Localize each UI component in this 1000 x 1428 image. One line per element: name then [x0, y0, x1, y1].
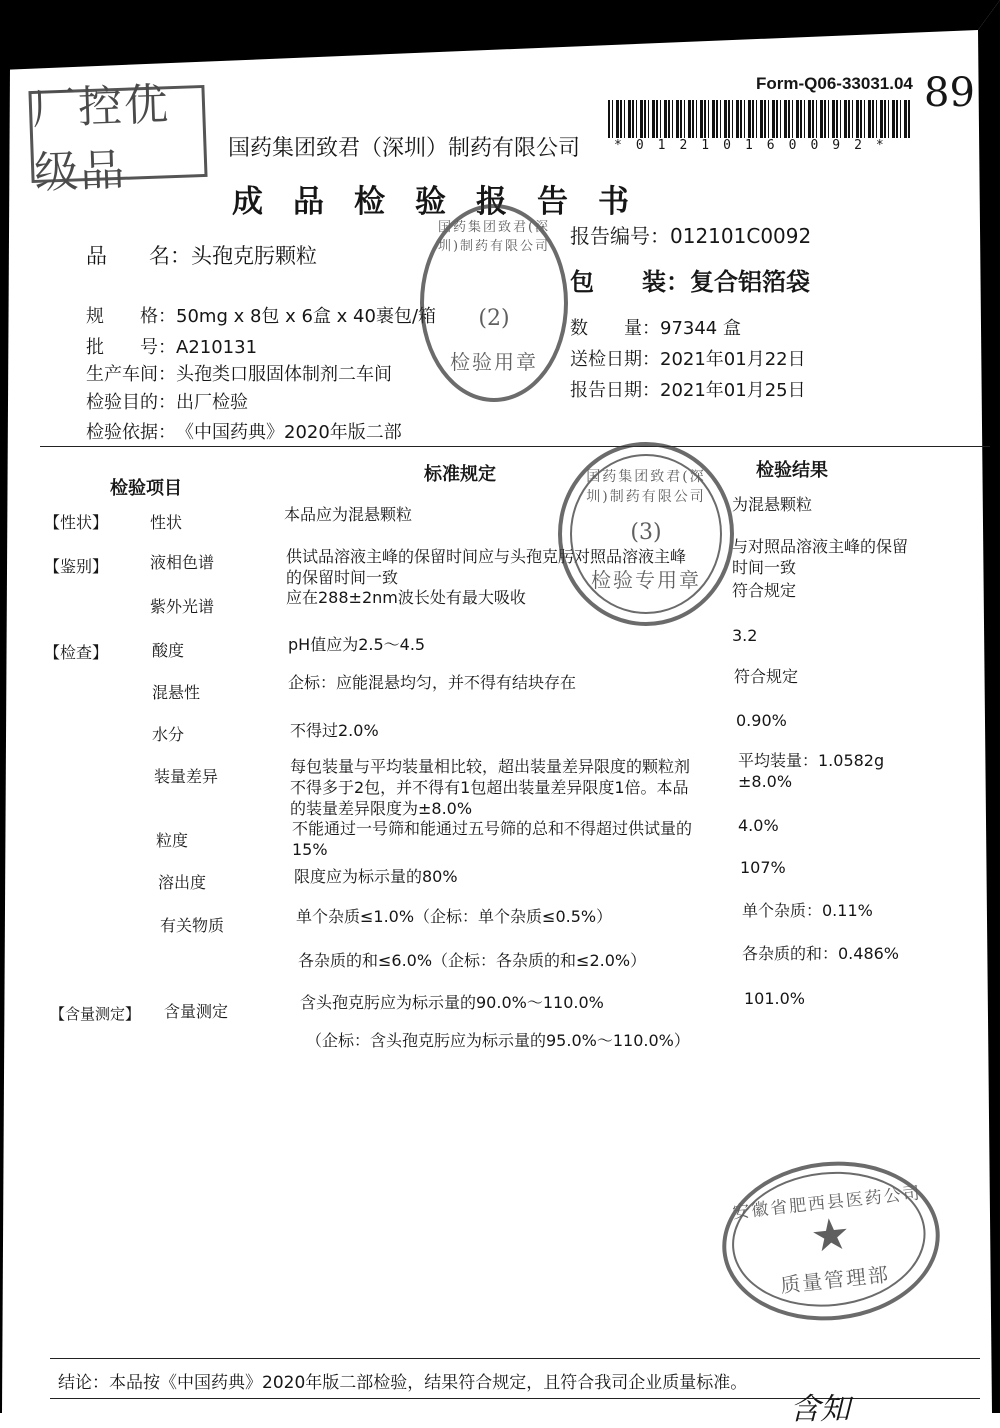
row-result: 平均装量：1.0582g ±8.0%: [738, 751, 885, 791]
factory-grade-stamp: 厂控优级品: [28, 85, 207, 183]
row-item: 液相色谱: [150, 553, 215, 572]
info-report-no: 报告编号：012101C0092: [570, 224, 812, 248]
row-standard: 各杂质的和≤6.0%（企标：各杂质的和≤2.0%）: [298, 951, 647, 970]
scan-edge-top: [0, 0, 1000, 70]
row-category: 【检查】: [44, 643, 109, 662]
scan-edge-right: [978, 0, 1000, 1413]
row-category: 【性状】: [44, 513, 109, 532]
row-standard: 含头孢克肟应为标示量的90.0%～110.0%: [300, 993, 604, 1012]
divider-header: [40, 446, 990, 447]
row-item: 混悬性: [152, 683, 201, 702]
row-standard: 每包装量与平均装量相比较，超出装量差异限度的颗粒剂不得多于2包，并不得有1包超出装量差异限度1倍。本品的装量差异限度为±8.0%: [290, 757, 691, 818]
row-item: 有关物质: [160, 916, 225, 935]
divider-footer: [50, 1358, 980, 1359]
row-standard: 不能通过一号筛和能通过五号筛的总和不得超过供试量的15%: [292, 819, 693, 859]
row-result: 为混悬颗粒: [732, 495, 813, 514]
row-standard: 限度应为标示量的80%: [294, 867, 458, 886]
row-standard: 供试品溶液主峰的保留时间应与头孢克肟对照品溶液主峰的保留时间一致: [286, 547, 687, 587]
row-standard: 企标：应能混悬均匀，并不得有结块存在: [288, 673, 577, 692]
row-item: 粒度: [156, 831, 189, 850]
barcode-number: *01210160092*: [614, 138, 898, 153]
row-item: 水分: [152, 725, 185, 744]
row-standard: （企标：含头孢克肟应为标示量的95.0%～110.0%）: [306, 1031, 690, 1050]
signature: 含知: [790, 1392, 850, 1427]
info-batch: 批 号：A210131: [86, 337, 258, 358]
form-number: Form-Q06-33031.04: [756, 74, 913, 93]
row-category: 【含量测定】: [50, 1005, 141, 1023]
info-spec: 规 格：50mg x 8包 x 6盒 x 40裹包/箱: [86, 306, 437, 327]
info-package: 包 装：复合铝箔袋: [570, 268, 810, 296]
row-item: 含量测定: [164, 1002, 229, 1021]
row-result: 各杂质的和：0.486%: [742, 944, 900, 963]
row-result: 与对照品溶液主峰的保留时间一致: [732, 537, 909, 577]
info-report-date: 报告日期：2021年01月25日: [570, 380, 806, 401]
handwritten-mark: 89: [924, 70, 975, 116]
star-icon: ★: [808, 1208, 853, 1263]
row-standard: 不得过2.0%: [290, 721, 379, 740]
conclusion-text: 结论：本品按《中国药典》2020年版二部检验，结果符合规定，且符合我司企业质量标准。: [58, 1373, 748, 1393]
info-quantity: 数 量：97344 盒: [570, 318, 741, 339]
row-item: 紫外光谱: [150, 597, 215, 616]
hefei-pharma-seal: 安徽省肥西县医药公司 ★ 质量管理部: [714, 1151, 947, 1331]
row-standard: pH值应为2.5～4.5: [288, 635, 426, 654]
scan-edge-left: [0, 0, 10, 1413]
info-product-name: 品 名：头孢克肟颗粒: [86, 244, 317, 268]
row-standard: 应在288±2nm波长处有最大吸收: [286, 588, 526, 607]
info-submit-date: 送检日期：2021年01月22日: [570, 349, 806, 370]
info-workshop: 生产车间：头孢类口服固体制剂二车间: [86, 364, 392, 385]
info-basis: 检验依据：《中国药典》2020年版二部: [86, 422, 402, 443]
row-item: 溶出度: [158, 873, 207, 892]
inspection-seal-2: 国药集团致君(深圳)制药有限公司 (2) 检验用章: [420, 204, 568, 402]
row-item: 性状: [150, 513, 183, 532]
row-result: 4.0%: [738, 816, 779, 835]
inspection-seal-3: 国药集团致君(深圳)制药有限公司 (3) 检验专用章: [558, 442, 734, 626]
row-item: 酸度: [152, 641, 185, 660]
row-result: 符合规定: [734, 667, 799, 686]
header-standard: 标准规定: [424, 464, 496, 485]
row-result: 0.90%: [736, 711, 787, 730]
row-standard: 单个杂质≤1.0%（企标：单个杂质≤0.5%）: [296, 907, 613, 926]
row-result: 3.2: [732, 626, 758, 645]
header-result: 检验结果: [756, 460, 828, 481]
row-standard: 本品应为混悬颗粒: [284, 505, 413, 524]
row-result: 101.0%: [744, 989, 806, 1008]
header-item: 检验项目: [110, 478, 182, 499]
row-result: 符合规定: [732, 581, 797, 600]
row-category: 【鉴别】: [44, 557, 109, 576]
company-name: 国药集团致君（深圳）制药有限公司: [228, 136, 581, 161]
row-result: 107%: [740, 858, 786, 877]
document-title: 成品检验报告书: [232, 184, 659, 220]
barcode: [608, 100, 910, 138]
row-result: 单个杂质：0.11%: [742, 901, 873, 920]
row-item: 装量差异: [154, 767, 219, 786]
info-purpose: 检验目的：出厂检验: [86, 392, 248, 413]
